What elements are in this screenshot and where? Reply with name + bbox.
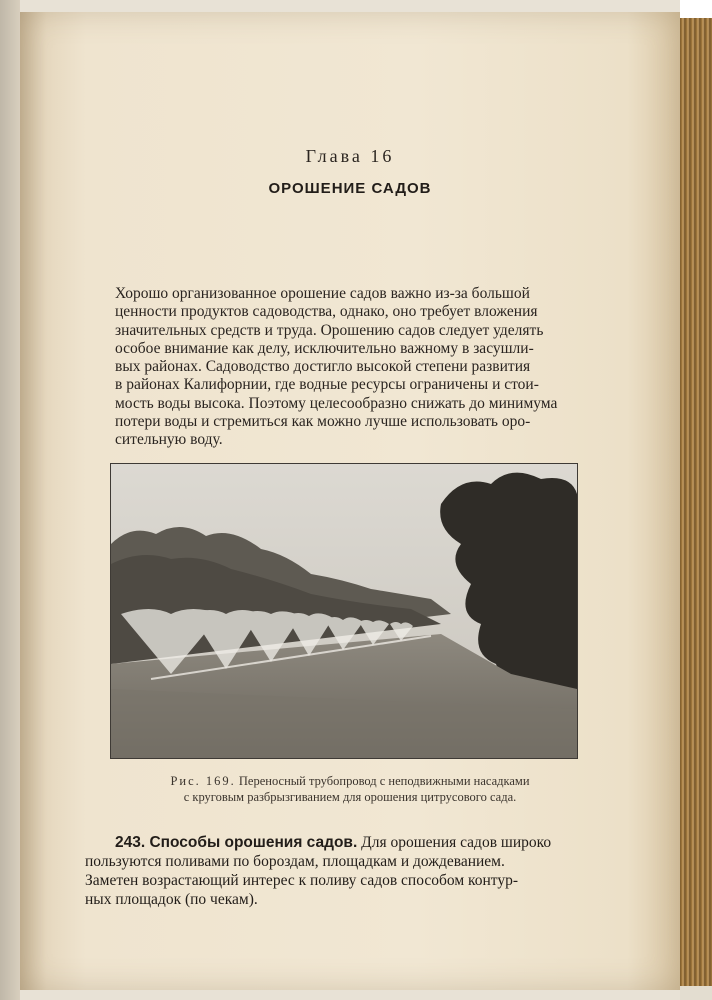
page-edges-top-gap [680, 0, 712, 18]
figure-label: Рис. 169. [170, 774, 236, 788]
intro-paragraph [115, 285, 598, 450]
chapter-label: Глава 16 [305, 146, 395, 166]
book-spine [0, 0, 20, 1000]
figure-caption-text1: Переносный трубопровод с неподвижными насадками [238, 774, 530, 788]
intro-line: Хорошо организованное орошение садов важно из-за большой [115, 285, 530, 302]
intro-line: потери воды и стремиться как можно лучше использовать оро- [115, 413, 531, 431]
chapter-title: ОРОШЕНИЕ САДОВ [268, 180, 432, 197]
section-line: пользуются поливами по бороздам, площадкам и дождеванием. [85, 853, 505, 870]
intro-line: вых районах. Садоводство достигло высокой степени развития [115, 358, 531, 376]
figure-caption-line1 [20, 773, 680, 789]
figure-caption-line2: с круговым разбрызгиванием для орошения цитрусового сада. [183, 790, 517, 804]
intro-line: значительных средств и труда. Орошению садов следует уделять [115, 321, 544, 339]
section-first-line [85, 833, 605, 852]
intro-line: ценности продуктов садоводства, однако, оно требует вложения [115, 303, 538, 321]
intro-line: особое внимание как делу, исключительно важному в засушли- [115, 339, 534, 357]
page-edges-bottom-gap [680, 986, 712, 1000]
section-line: ных площадок (по чекам). [85, 891, 258, 908]
section-heading: 243. Способы орошения садов. [115, 834, 358, 851]
page-edges [680, 0, 712, 1000]
section-line: Заметен возрастающий интерес к поливу садов способом контур- [85, 872, 519, 889]
section-243 [85, 833, 605, 909]
intro-line: мость воды высока. Поэтому целесообразно снижать до минимума [115, 394, 558, 412]
section-first-line-text: Для орошения садов широко [357, 834, 552, 851]
intro-line: в районах Калифорнии, где водные ресурсы ограничены и стои- [115, 376, 539, 394]
irrigation-photo [110, 463, 578, 759]
intro-line: сительную воду. [115, 431, 223, 449]
irrigation-photo-image [111, 464, 577, 758]
figure-caption [20, 773, 680, 805]
